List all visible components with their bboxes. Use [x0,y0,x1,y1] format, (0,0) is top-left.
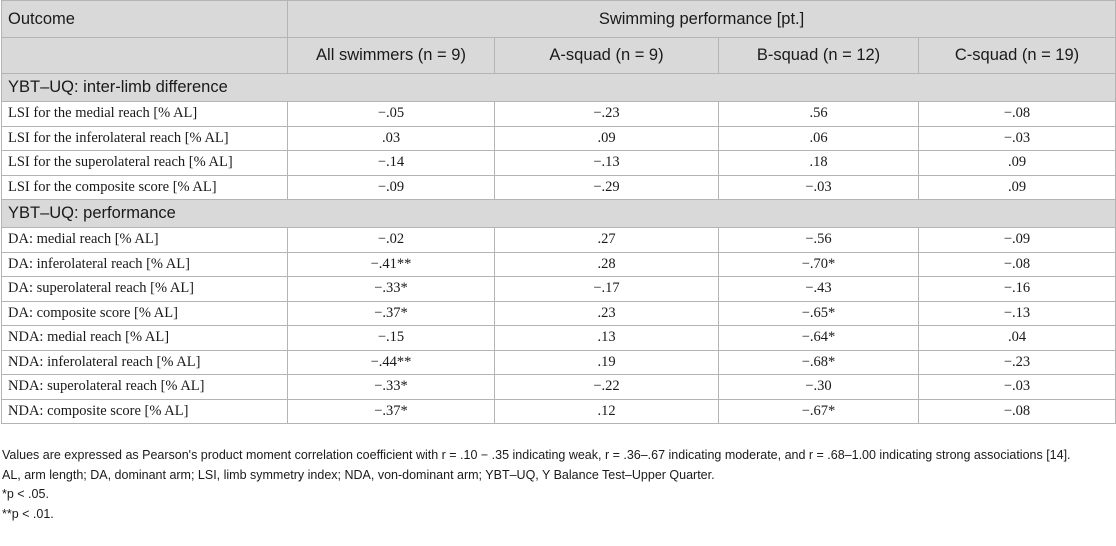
cell-value: −.03 [919,375,1116,400]
cell-value: −.37* [288,301,495,326]
row-label: DA: inferolateral reach [% AL] [2,252,288,277]
header-row-group [2,1,1116,38]
footnote: **p < .01. [2,506,54,521]
header-outcome: Outcome [2,1,288,38]
table-container [1,0,1115,424]
table-row [2,399,1116,424]
cell-value: −.70* [719,252,919,277]
cell-value: −.13 [495,151,719,176]
row-label: LSI for the superolateral reach [% AL] [2,151,288,176]
row-label: DA: superolateral reach [% AL] [2,277,288,302]
footnote: Values are expressed as Pearson's product moment correlation coefficient with r = .10 − .35 indicating weak, r = .36–.67 indicating moderate, and r = .68–1.00 indicating strong associations [14]. [2,448,1071,462]
header-group: Swimming performance [pt.] [288,1,1116,38]
cell-value: .06 [719,126,919,151]
table-row [2,277,1116,302]
cell-value: −.08 [919,399,1116,424]
cell-value: −.08 [919,252,1116,277]
row-label: NDA: inferolateral reach [% AL] [2,350,288,375]
cell-value: .18 [719,151,919,176]
cell-value: −.08 [919,102,1116,127]
cell-value: .23 [495,301,719,326]
cell-value: −.37* [288,399,495,424]
table-row [2,102,1116,127]
row-label: DA: composite score [% AL] [2,301,288,326]
cell-value: −.02 [288,228,495,253]
cell-value: −.64* [719,326,919,351]
cell-value: −.41** [288,252,495,277]
cell-value: .09 [495,126,719,151]
row-label: LSI for the inferolateral reach [% AL] [2,126,288,151]
cell-value: −.05 [288,102,495,127]
footnote: *p < .05. [2,487,49,501]
table-row [2,228,1116,253]
cell-value: −.29 [495,175,719,200]
cell-value: −.03 [719,175,919,200]
header-column: All swimmers (n = 9) [288,38,495,74]
correlation-table [1,0,1116,424]
cell-value: −.56 [719,228,919,253]
header-column: C-squad (n = 19) [919,38,1116,74]
header-blank [2,38,288,74]
cell-value: −.13 [919,301,1116,326]
cell-value: −.14 [288,151,495,176]
cell-value: −.44** [288,350,495,375]
section-title: YBT–UQ: inter-limb difference [2,74,1116,102]
cell-value: −.17 [495,277,719,302]
table-row [2,375,1116,400]
cell-value: −.03 [919,126,1116,151]
row-label: NDA: composite score [% AL] [2,399,288,424]
row-label: NDA: medial reach [% AL] [2,326,288,351]
cell-value: .13 [495,326,719,351]
table-row [2,252,1116,277]
table-footnotes [2,446,1114,524]
cell-value: .09 [919,175,1116,200]
table-row [2,350,1116,375]
header-column: A-squad (n = 9) [495,38,719,74]
table-row [2,175,1116,200]
cell-value: −.43 [719,277,919,302]
cell-value: −.16 [919,277,1116,302]
cell-value: −.22 [495,375,719,400]
cell-value: −.09 [919,228,1116,253]
section-row [2,74,1116,102]
cell-value: −.30 [719,375,919,400]
cell-value: −.15 [288,326,495,351]
cell-value: −.09 [288,175,495,200]
cell-value: .19 [495,350,719,375]
footnote: AL, arm length; DA, dominant arm; LSI, limb symmetry index; NDA, von-dominant arm; YBT–UQ, Y Balance Test–Upper Quarter. [2,467,715,482]
table-row [2,151,1116,176]
cell-value: .56 [719,102,919,127]
cell-value: .04 [919,326,1116,351]
row-label: NDA: superolateral reach [% AL] [2,375,288,400]
cell-value: .27 [495,228,719,253]
table-row [2,126,1116,151]
section-row [2,200,1116,228]
cell-value: −.33* [288,375,495,400]
cell-value: .28 [495,252,719,277]
section-title: YBT–UQ: performance [2,200,1116,228]
cell-value: .03 [288,126,495,151]
cell-value: −.33* [288,277,495,302]
cell-value: −.23 [495,102,719,127]
table-row [2,326,1116,351]
cell-value: −.23 [919,350,1116,375]
table-row [2,301,1116,326]
header-row-columns [2,38,1116,74]
row-label: LSI for the medial reach [% AL] [2,102,288,127]
cell-value: .12 [495,399,719,424]
row-label: LSI for the composite score [% AL] [2,175,288,200]
header-column: B-squad (n = 12) [719,38,919,74]
cell-value: −.68* [719,350,919,375]
cell-value: .09 [919,151,1116,176]
cell-value: −.67* [719,399,919,424]
row-label: DA: medial reach [% AL] [2,228,288,253]
cell-value: −.65* [719,301,919,326]
